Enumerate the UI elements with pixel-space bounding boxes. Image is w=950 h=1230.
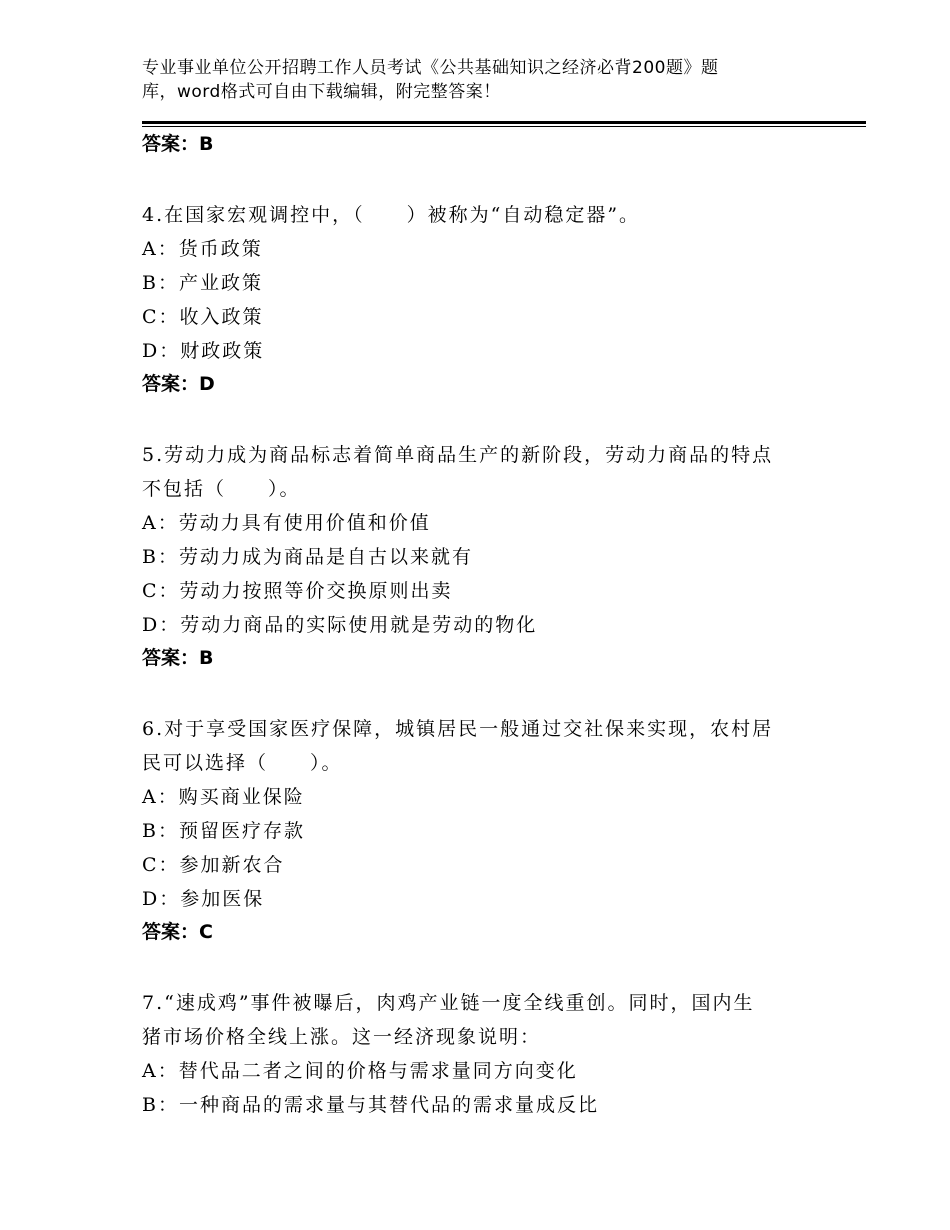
question-7-text-line-2: 猪市场价格全线上涨。这一经济现象说明：: [142, 1026, 542, 1048]
question-6-option-d: D：参加医保: [142, 888, 265, 910]
question-4-option-d: D：财政政策: [142, 340, 265, 362]
question-7-option-a: A：替代品二者之间的价格与需求量同方向变化: [142, 1060, 578, 1082]
question-4: [142, 198, 822, 400]
header-line-1: 专业事业单位公开招聘工作人员考试《公共基础知识之经济必背200题》题: [142, 58, 719, 78]
question-4-option-a: A：货币政策: [142, 238, 263, 260]
header-rule-thin: [142, 126, 866, 127]
question-6-option-b: B：预留医疗存款: [142, 820, 305, 842]
question-6-answer: 答案：C: [142, 921, 213, 943]
header-rule-thick: [142, 121, 866, 124]
question-7-text-line-1: 7.“速成鸡”事件被曝后，肉鸡产业链一度全线重创。同时，国内生: [142, 992, 755, 1014]
question-5-option-a: A：劳动力具有使用价值和价值: [142, 512, 431, 534]
question-5-text-line-2: 不包括（ ）。: [142, 478, 301, 500]
spacer: [142, 674, 822, 712]
question-list: [142, 128, 822, 1122]
question-6-text-line-1: 6.对于享受国家医疗保障，城镇居民一般通过交社保来实现，农村居: [142, 718, 774, 740]
question-5-option-b: B：劳动力成为商品是自古以来就有: [142, 546, 473, 568]
question-5-option-c: C：劳动力按照等价交换原则出卖: [142, 580, 453, 602]
question-4-option-b: B：产业政策: [142, 272, 263, 294]
question-4-answer: 答案：D: [142, 373, 215, 395]
spacer: [142, 948, 822, 986]
question-7-option-b: B：一种商品的需求量与其替代品的需求量成反比: [142, 1094, 599, 1116]
question-5-option-d: D：劳动力商品的实际使用就是劳动的物化: [142, 614, 538, 636]
question-5: [142, 438, 822, 674]
header-line-2: 库，word格式可自由下载编辑，附完整答案！: [142, 82, 501, 102]
question-6-option-c: C：参加新农合: [142, 854, 285, 876]
question-5-text-line-1: 5.劳动力成为商品标志着简单商品生产的新阶段，劳动力商品的特点: [142, 444, 774, 466]
question-7: [142, 986, 822, 1122]
question-4-text: 4.在国家宏观调控中，（ ）被称为“自动稳定器”。: [142, 204, 641, 226]
document-header: [142, 56, 782, 104]
question-6-option-a: A：购买商业保险: [142, 786, 305, 808]
question-6-text-line-2: 民可以选择（ ）。: [142, 752, 343, 774]
question-4-option-c: C：收入政策: [142, 306, 264, 328]
spacer: [142, 400, 822, 438]
question-6: [142, 712, 822, 948]
question-5-answer: 答案：B: [142, 647, 214, 669]
previous-answer: 答案：B: [142, 133, 214, 155]
spacer: [142, 160, 822, 198]
